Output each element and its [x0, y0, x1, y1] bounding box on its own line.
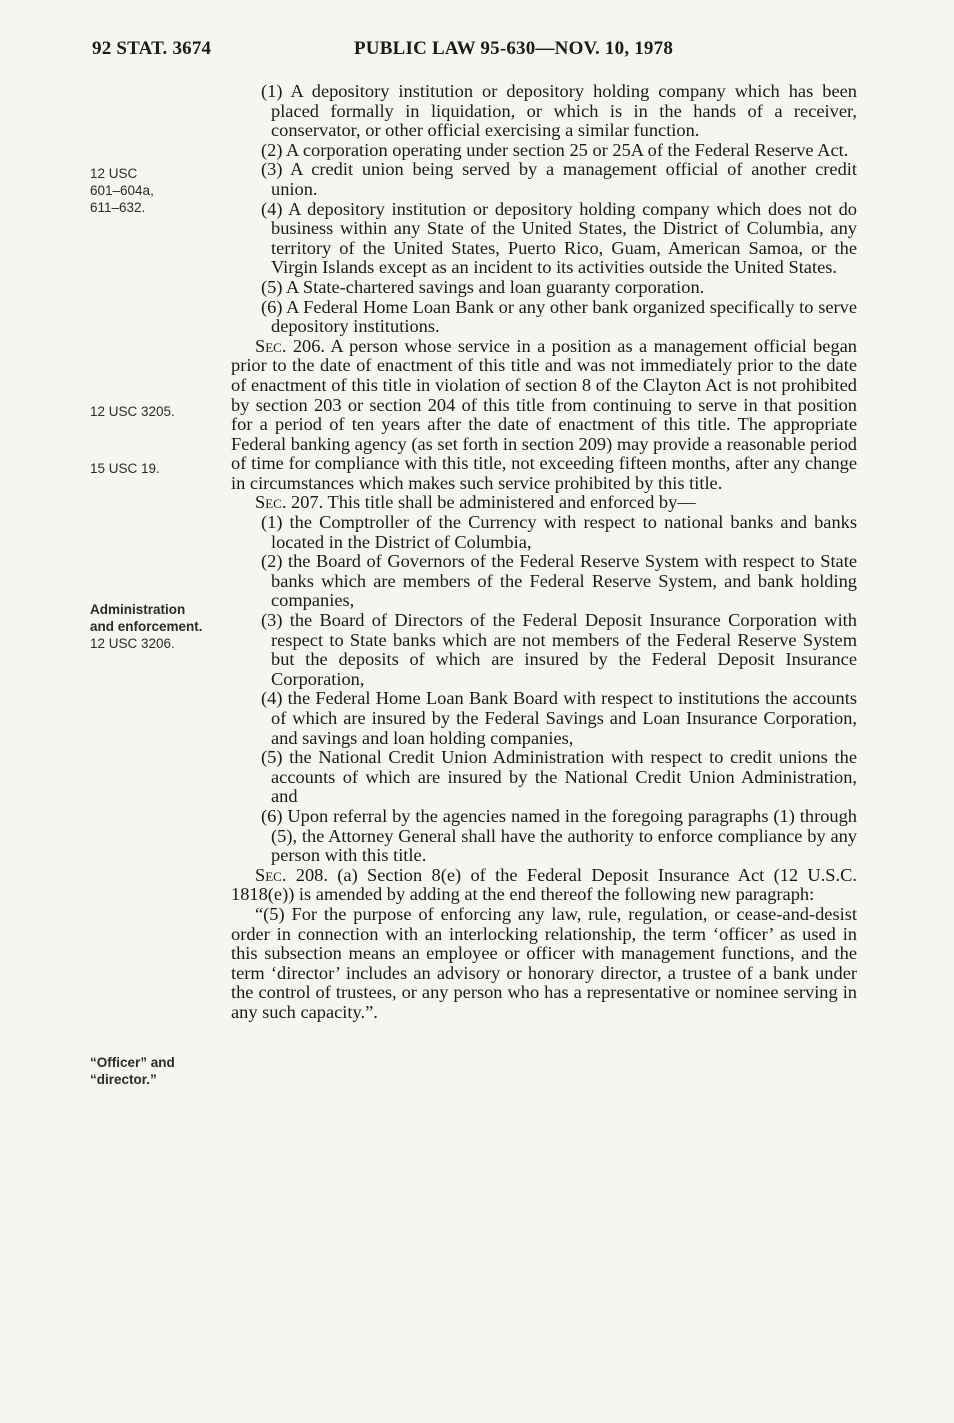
margin-note-usc-3205: 12 USC 3205.: [90, 404, 175, 419]
margin-note-officer-director: [90, 1054, 230, 1088]
exemption-paragraph-5: (5) A State-chartered savings and loan guaranty corporation.: [261, 276, 705, 297]
margin-note-administration: [90, 601, 230, 652]
enforcement-paragraph-5: (5) the National Credit Union Administration with respect to credit unions the accounts of which are insured by the National Credit Union Administration, and: [261, 747, 857, 807]
margin-note-line: and enforcement.: [90, 619, 203, 634]
section-label: Sec. 208.: [255, 864, 328, 885]
margin-note-line: “director.”: [90, 1072, 157, 1087]
margin-note-line: Administration: [90, 602, 186, 617]
margin-note-line: “Officer” and: [90, 1055, 175, 1070]
page-running-head: PUBLIC LAW 95-630—NOV. 10, 1978: [354, 38, 674, 59]
body-text: [231, 82, 857, 1023]
section-text: This title shall be administered and enforced by—: [323, 492, 696, 513]
exemption-paragraph-1: (1) A depository institution or depository holding company which has been placed formally in liquidation, or which is in the hands of a receiver, conservator, or other official exercising a similar function.: [261, 81, 857, 141]
enforcement-paragraph-3: (3) the Board of Directors of the Federal Deposit Insurance Corporation with respect to State banks which are not members of the Federal Reserve System but the deposits of which are insured by the Federal Deposit Insurance Corporation,: [261, 610, 857, 689]
section-label: Sec. 207.: [255, 492, 324, 513]
margin-note-line: 12 USC 3206.: [90, 636, 175, 651]
enforcement-paragraph-2: (2) the Board of Governors of the Federal Reserve System with respect to State banks which are members of the Federal Reserve System, and bank holding companies,: [261, 551, 857, 611]
section-text: A person whose service in a position as a management official began prior to the date of enactment of this title and was not immediately prior to the date of enactment of this title in violation of section 8 of the Clayton Act is not prohibited by section 203 or section 204 of this title from continuing to serve in that position for a period of ten years after the date of enactment of this title. The appropriate Federal banking agency (as set forth in section 209) may provide a reasonable period of time for compliance with this title, not exceeding fifteen months, after any change in circumstances which makes such service prohibited by this title.: [231, 335, 858, 493]
margin-note-line: 601–604a,: [90, 183, 154, 198]
section-label: Sec. 206.: [255, 335, 326, 356]
section-207: [231, 493, 857, 513]
exemption-paragraph-6: (6) A Federal Home Loan Bank or any other bank organized specifically to serve depository institutions.: [261, 296, 857, 337]
enforcement-paragraph-1: (1) the Comptroller of the Currency with respect to national banks and banks located in the District of Columbia,: [261, 512, 857, 552]
enforcement-paragraph-6: (6) Upon referral by the agencies named in the foregoing paragraphs (1) through (5), the Attorney General shall have the authority to enforce compliance by any person with this title.: [261, 805, 857, 866]
exemption-paragraph-3: (3) A credit union being served by a management official of another credit union.: [261, 159, 857, 199]
page-stat-citation: 92 STAT. 3674: [92, 38, 212, 59]
margin-note-usc-19: 15 USC 19.: [90, 461, 160, 476]
section-208: [231, 866, 857, 905]
exemption-paragraph-4: (4) A depository institution or depository holding company which does not do business within any State of the United States, the District of Columbia, any territory of the United States, Puerto Rico, Guam, American Samoa, or the Virgin Islands except as an incident to its activities outside the United States.: [261, 198, 857, 278]
section-text: (a) Section 8(e) of the Federal Deposit Insurance Act (12 U.S.C. 1818(e)) is amended by adding at the end thereof the following new paragraph:: [231, 864, 858, 905]
exemption-paragraph-2: (2) A corporation operating under section 25 or 25A of the Federal Reserve Act.: [261, 139, 849, 160]
quoted-amendment: “(5) For the purpose of enforcing any law, rule, regulation, or cease-and-desist order in connection with an interlocking relationship, the term ‘officer’ as used in this subsection means an employee or officer with management functions, and the term ‘director’ includes an advisory or honorary director, a trustee of a bank under the control of trustees, or any person who has a representative or nominee serving in any such capacity.”.: [231, 903, 857, 1022]
section-206: [231, 337, 857, 494]
margin-note-line: 611–632.: [90, 200, 146, 215]
margin-note-usc-601: [90, 165, 230, 216]
margin-note-line: 12 USC: [90, 166, 138, 181]
enforcement-paragraph-4: (4) the Federal Home Loan Bank Board with respect to institutions the accounts of which are insured by the Federal Savings and Loan Insurance Corporation, and savings and loan holding companies,: [261, 688, 857, 748]
